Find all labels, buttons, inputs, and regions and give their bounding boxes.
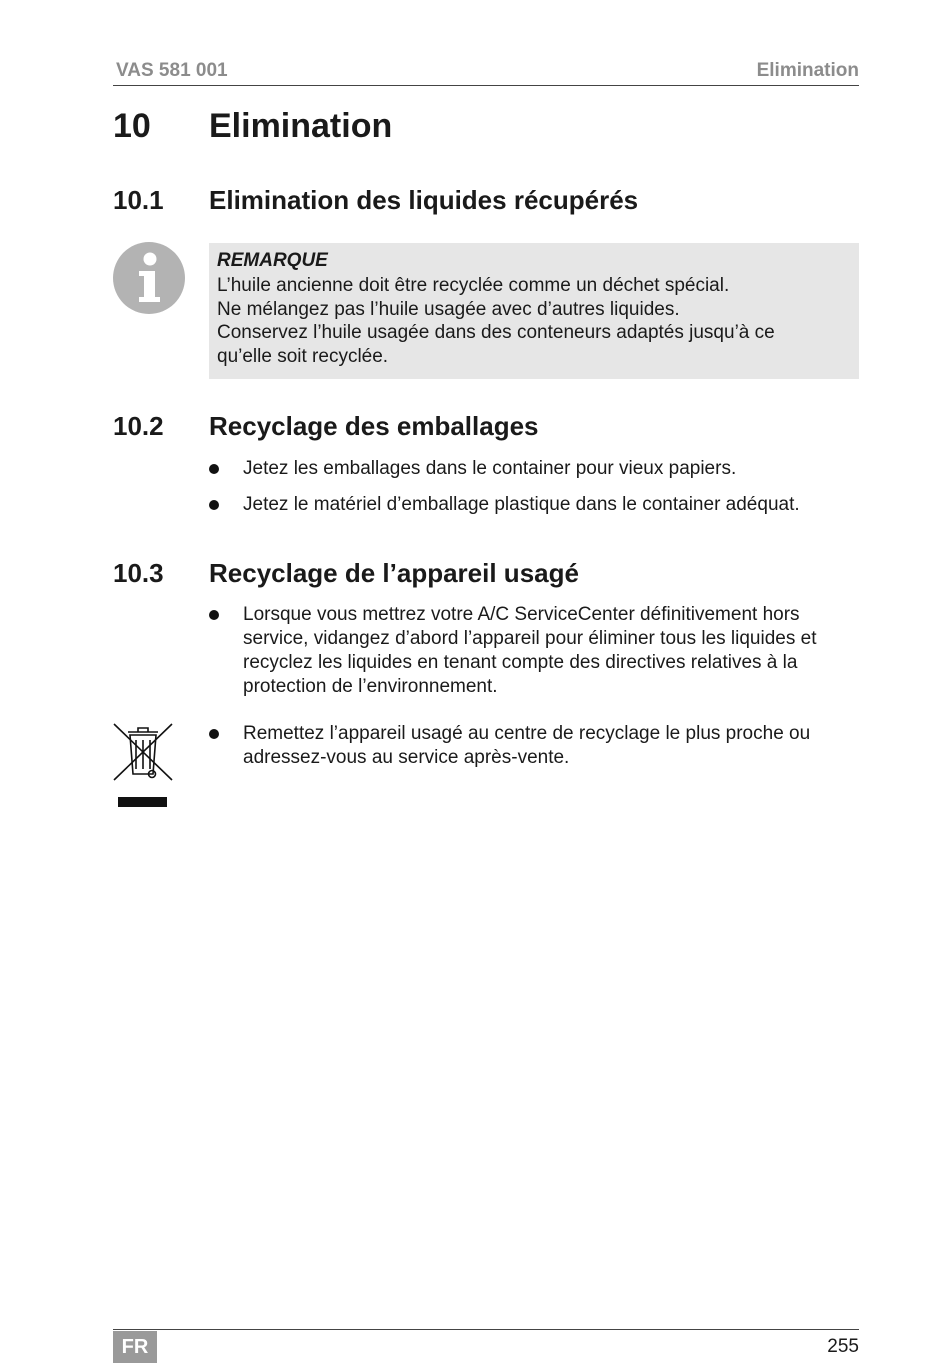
bullet-icon [209, 729, 219, 739]
running-header-document-id: VAS 581 001 [116, 60, 228, 81]
list-item-text [243, 603, 863, 699]
bullet-icon [209, 464, 219, 474]
crossed-out-wheelie-bin-icon [112, 720, 174, 812]
list-item-line: Jetez le matériel d’emballage plastique dans le container adéquat. [243, 494, 800, 515]
note-line: L’huile ancienne doit être recyclée comme un déchet spécial. [217, 275, 730, 296]
list-item-line: Jetez les emballages dans le container pour vieux papiers. [243, 458, 737, 479]
list-item-line: recyclez les liquides en tenant compte des directives relatives à la [243, 652, 798, 673]
bullet-icon [209, 610, 219, 620]
list-item-line: Lorsque vous mettrez votre A/C ServiceCenter définitivement hors [243, 604, 800, 625]
language-tab: FR [113, 1331, 157, 1363]
note-text [217, 274, 775, 368]
list-item-line: Remettez l’appareil usagé au centre de recyclage le plus proche ou [243, 723, 811, 744]
list-item-line: protection de l’environnement. [243, 676, 498, 697]
list-item-line: adressez-vous au service après-vente. [243, 747, 570, 768]
note-line: Conservez l’huile usagée dans des conteneurs adaptés jusqu’à ce [217, 322, 775, 343]
chapter-title: Elimination [209, 107, 393, 145]
running-header-section: Elimination [756, 60, 859, 81]
section-title-10-1: Elimination des liquides récupérés [209, 185, 639, 215]
section-number-10-2: 10.2 [113, 411, 164, 441]
note-title: REMARQUE [217, 250, 328, 271]
note-box [209, 243, 859, 379]
page-number: 255 [827, 1336, 859, 1357]
info-icon [113, 242, 185, 314]
footer-divider [113, 1329, 859, 1330]
list-item-text [243, 457, 863, 481]
bullet-icon [209, 500, 219, 510]
list-item-text [243, 493, 863, 517]
note-line: qu’elle soit recyclée. [217, 345, 389, 367]
note-line: Ne mélangez pas l’huile usagée avec d’autres liquides. [217, 298, 680, 320]
section-number-10-3: 10.3 [113, 558, 164, 588]
section-title-10-3: Recyclage de l’appareil usagé [209, 558, 579, 588]
chapter-number: 10 [113, 107, 151, 145]
header-divider [113, 85, 859, 86]
section-title-10-2: Recyclage des emballages [209, 411, 539, 441]
list-item-text [243, 722, 863, 770]
section-number-10-1: 10.1 [113, 185, 164, 215]
list-item-line: service, vidangez d’abord l’appareil pour éliminer tous les liquides et [243, 628, 817, 649]
